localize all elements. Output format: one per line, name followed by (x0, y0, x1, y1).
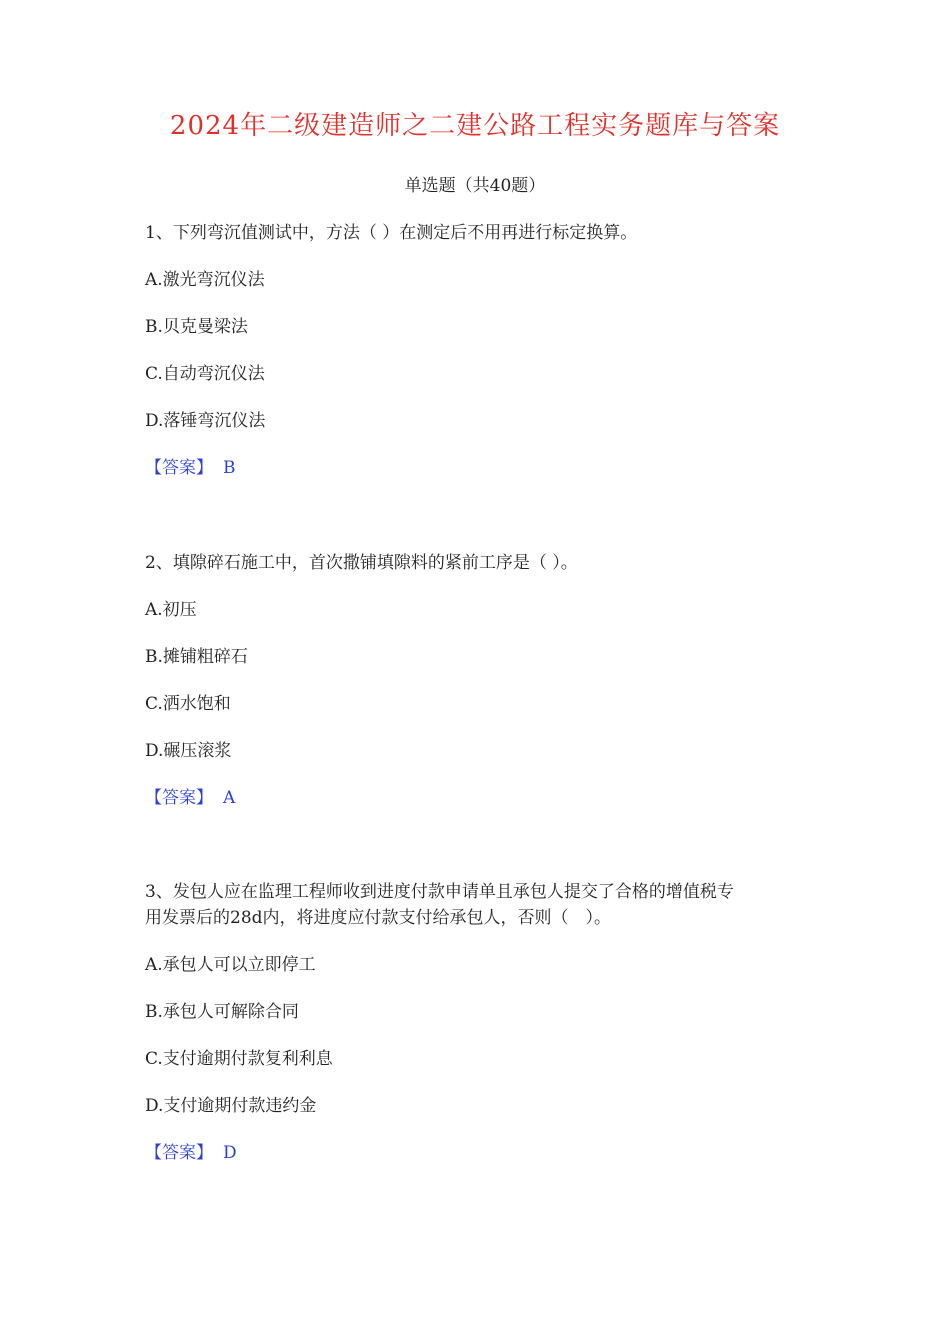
section-heading: 单选题（共40题） (404, 176, 546, 196)
answer-value: D (223, 1143, 237, 1163)
question-3-option-d: D.支付逾期付款违约金 (145, 1096, 317, 1116)
question-1-answer (145, 454, 825, 482)
question-3-answer (145, 1139, 825, 1167)
question-2-stem: 2、填隙碎石施工中，首次撒铺填隙料的紧前工序是（ ）。 (145, 553, 578, 573)
question-1-option-d: D.落锤弯沉仪法 (145, 411, 266, 431)
question-3-option-b: B.承包人可解除合同 (145, 1002, 299, 1022)
question-2-option-c: C.洒水饱和 (145, 694, 231, 714)
answer-value: A (223, 788, 236, 808)
question-2-option-a: A.初压 (145, 600, 197, 620)
question-2-option-d: D.碾压滚浆 (145, 741, 232, 761)
question-3-stem-line-1: 3、发包人应在监理工程师收到进度付款申请单且承包人提交了合格的增值税专 (145, 882, 734, 902)
question-1-option-b: B.贝克曼梁法 (145, 317, 248, 337)
question-3-stem-line-2: 用发票后的28d内，将进度应付款支付给承包人，否则（ ）。 (145, 908, 612, 928)
answer-label: 【答案】 (145, 788, 213, 808)
answer-label: 【答案】 (145, 458, 213, 478)
question-3-option-a: A.承包人可以立即停工 (145, 955, 316, 975)
question-1-stem: 1、下列弯沉值测试中，方法（ ）在测定后不用再进行标定换算。 (145, 223, 638, 243)
question-2-answer (145, 784, 825, 812)
answer-value: B (223, 458, 236, 478)
document-title: 2024年二级建造师之二建公路工程实务题库与答案 (169, 111, 781, 141)
answer-label: 【答案】 (145, 1143, 213, 1163)
question-3-option-c: C.支付逾期付款复利利息 (145, 1049, 333, 1069)
question-2-option-b: B.摊铺粗碎石 (145, 647, 248, 667)
question-1-option-a: A.激光弯沉仪法 (145, 270, 265, 290)
question-1-option-c: C.自动弯沉仪法 (145, 364, 265, 384)
